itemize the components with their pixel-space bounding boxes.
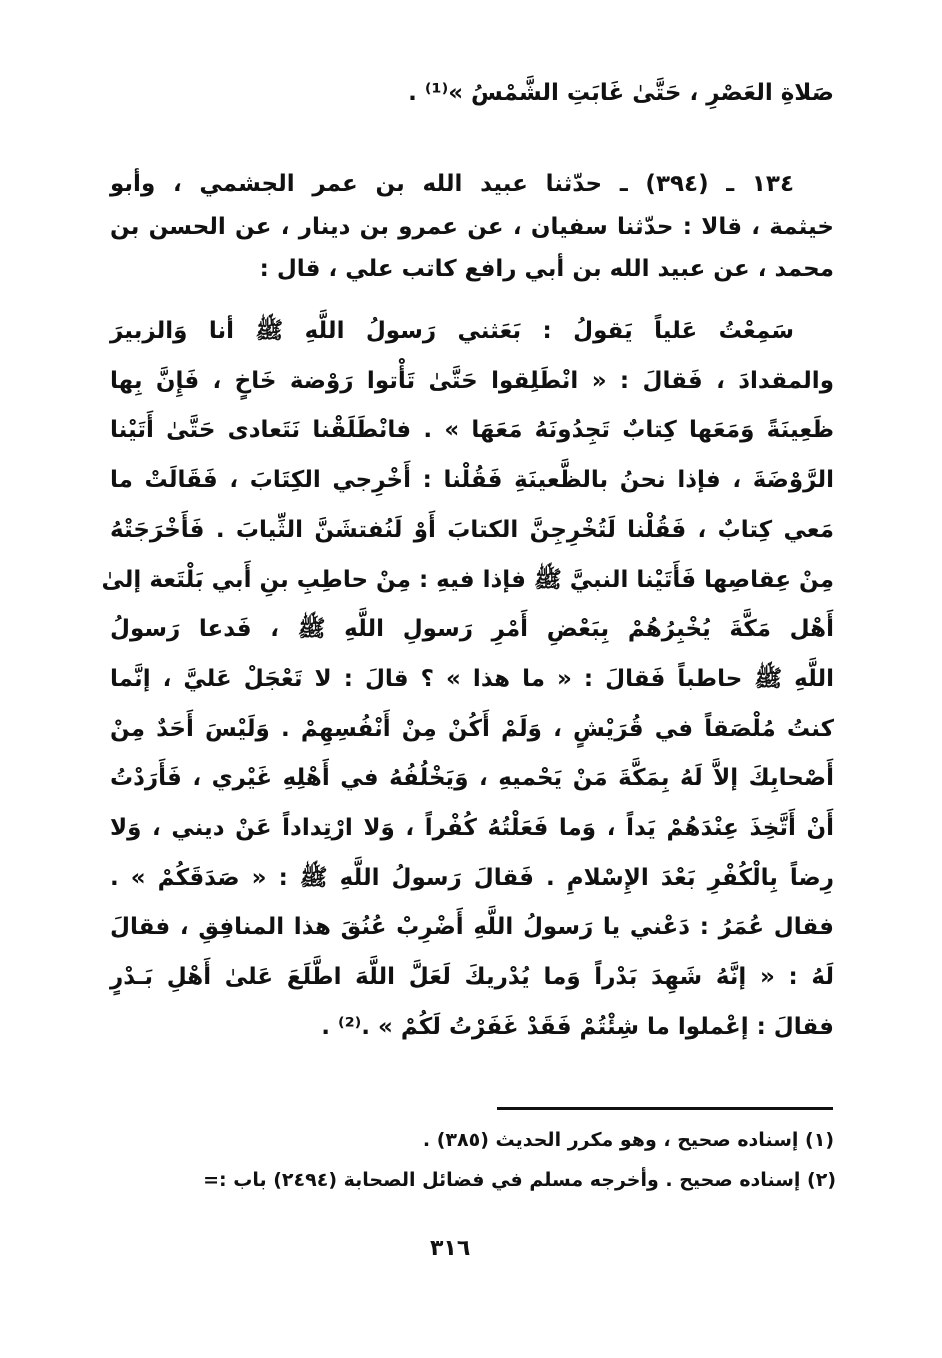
hadith-line: مَعي كِتابٌ ، فَقُلْنا لَتُخْرِجِنَّ الكتابَ أَوْ لَنُفتشَنَّ الثِّيابَ . فَأَخْرَجَتْهُ — [110, 516, 834, 543]
page-number: ٣١٦ — [430, 1236, 471, 1261]
hadith-line: ظَعِينَةً وَمَعَها كِتابٌ تَجِدُونَهُ مَعَهَا » . فانْطَلَقْنا نَتَعادى حَتَّىٰ أَتَيْنا — [110, 417, 834, 444]
hadith-line: اللَّهِ ﷺ حاطباً فَقالَ : « ما هذا » ؟ قالَ : لا تَعْجَلْ عَليَّ ، إنَّما — [110, 665, 834, 692]
hadith-line: فقال عُمَرُ : دَعْني يا رَسولُ اللَّهِ أَضْرِبْ عُنُقَ هذا المنافِقِ ، فقالَ — [110, 914, 834, 941]
isnad-line: ١٣٤ ـ (٣٩٤) ـ حدّثنا عبيد الله بن عمر الجشمي ، وأبو — [110, 171, 794, 197]
hadith-line: لَهُ : « إنَّهُ شَهِدَ بَدْراً وَما يُدْريكَ لَعَلَّ اللَّهَ اطَّلَعَ عَلىٰ أَهْلِ بَـدْرٍ — [110, 964, 834, 991]
hadith-line: سَمِعْتُ عَلياً يَقولُ : بَعَثني رَسولُ اللَّهِ ﷺ أنا وَالزبيرَ — [110, 318, 794, 344]
hadith-line: أَهْل مَكَّةَ يُخْبِرُهُمْ بِبَعْضِ أَمْرِ رَسولِ اللَّهِ ﷺ ، فَدعا رَسولُ — [110, 616, 834, 643]
hadith-line: مِنْ عِقاصِها فَأَتَيْنا النبيَّ ﷺ فإذا فيهِ : مِنْ حاطِبِ بنِ أَبي بَلْتَعة إلىٰ — [101, 566, 834, 593]
hadith-line: كنتُ مُلْصَقاً في قُرَيْشٍ ، وَلَمْ أَكُنْ مِنْ أَنْفُسِهِمْ . وَلَيْسَ أَحَدٌ مِنْ — [110, 715, 834, 742]
hadith-line: والمقدادَ ، فَقالَ : « انْطَلِقوا حَتَّىٰ تَأْتوا رَوْضة خَاخٍ ، فَإِنَّ بِها — [110, 367, 834, 394]
hadith-line: الرَّوْضَةَ ، فإذا نحنُ بالظَّعينَةِ فَقُلْنا : أَخْرِجي الكِتَابَ ، فَقَالَتْ ما — [110, 467, 834, 494]
hadith-line: رِضاً بِالْكُفْرِ بَعْدَ الإِسْلامِ . فَقالَ رَسولُ اللَّهِ ﷺ : « صَدَقَكُمْ » . — [110, 864, 834, 891]
isnad-line: خيثمة ، قالا : حدّثنا سفيان ، عن عمرو بن دينار ، عن الحسن بن — [110, 214, 834, 240]
hadith-line: أَصْحابِكَ إلاَّ لَهُ بِمَكَّةَ مَنْ يَحْميهِ ، وَيَخْلُفُهُ في أَهْلِهِ غَيْري ، فَأَرَدْتُ — [110, 765, 834, 792]
top-line: صَلاةِ العَصْرِ ، حَتَّىٰ غَابَتِ الشَّمْسُ »⁽¹⁾ . — [408, 80, 834, 106]
footnote-divider — [497, 1107, 833, 1110]
isnad-line: محمد ، عن عبيد الله بن أبي رافع كاتب علي ، قال : — [259, 256, 834, 282]
hadith-line: أَنْ أَتَّخِذَ عِنْدَهُمْ يَداً ، وَما فَعَلْتُهُ كُفْراً ، وَلا ارْتِداداً عَنْ ديني ، وَلا — [110, 815, 834, 841]
hadith-line: فقالَ : إعْملوا ما شِئْتُمْ فَقَدْ غَفَرْتُ لَكُمْ » .⁽²⁾ . — [321, 1013, 834, 1040]
footnote-2: (٢) إسناده صحيح . وأخرجه مسلم في فضائل الصحابة (٢٤٩٤) باب := — [203, 1169, 836, 1191]
footnote-1: (١) إسناده صحيح ، وهو مكرر الحديث (٣٨٥) . — [422, 1129, 834, 1151]
